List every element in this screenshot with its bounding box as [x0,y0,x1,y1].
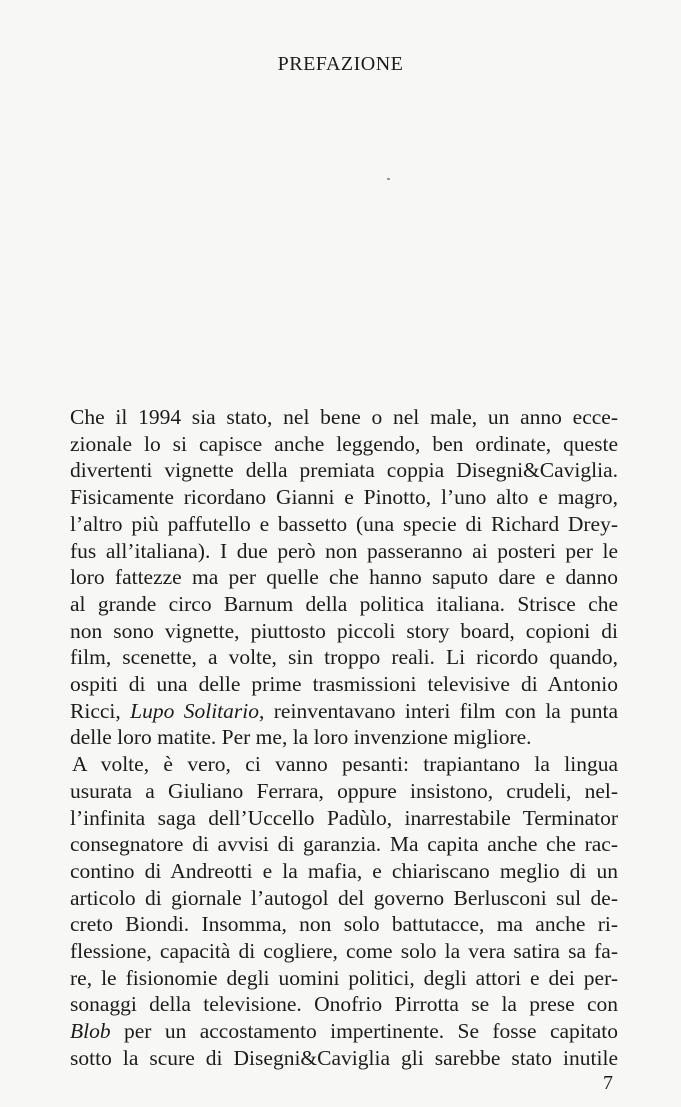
text-line: loro fattezze ma per quelle che hanno saputo dare e danno [70,565,618,590]
text-run: Ricci, [70,698,131,723]
text-line: sonaggi della televisione. Onofrio Pirrotta se la prese con [70,992,618,1017]
paper-speck [387,178,390,180]
text-line: film, scenette, a volte, sin troppo reali. Li ricordo quando, [70,645,618,670]
paragraph-2 [70,751,618,1071]
text-line [70,1018,618,1045]
text-line: articolo di giornale l’autogol del governo Berlusconi sul de- [70,885,618,910]
text-line: ospiti di una delle prime trasmissioni televisive di Antonio [70,672,618,697]
text-line: consegnatore di avvisi di garanzia. Ma capita anche che rac- [70,832,618,857]
text-line: contino di Andreotti e la mafia, e chiariscano meglio di un [70,858,618,883]
text-line: delle loro matite. Per me, la loro invenzione migliore. [70,725,532,750]
paragraph-1 [70,404,618,751]
text-run: per un accostamento impertinente. Se fosse capitato [110,1019,618,1044]
text-line: flessione, capacità di cogliere, come solo la vera satira sa fa- [70,939,618,964]
text-line: fus all’italiana). I due però non passeranno ai posteri per le [70,538,618,563]
text-line: Fisicamente ricordano Gianni e Pinotto, l’uno alto e magro, [70,485,618,510]
text-line: usurata a Giuliano Ferrara, oppure insistono, crudeli, nel- [70,778,618,803]
page-title: PREFAZIONE [277,53,404,75]
text-line [70,698,618,725]
italic-title: Lupo Solitario [130,698,259,723]
body-text [70,404,618,1072]
text-line: Che il 1994 sia stato, nel bene o nel male, un anno ecce- [70,405,618,429]
text-line: divertenti vignette della premiata coppia Disegni&Caviglia. [70,458,618,483]
text-line: A volte, è vero, ci vanno pesanti: trapiantano la lingua [72,752,618,777]
text-line: l’altro più paffutello e bassetto (una specie di Richard Drey- [70,511,618,536]
text-line: l’infinita saga dell’Uccello Padùlo, inarrestabile Terminator [70,805,618,830]
text-line: al grande circo Barnum della politica italiana. Strisce che [70,591,618,616]
text-line: creto Biondi. Insomma, non solo battutacce, ma anche ri- [70,912,618,937]
text-line: sotto la scure di Disegni&Caviglia gli sarebbe stato inutile [70,1045,618,1070]
text-line: zionale lo si capisce anche leggendo, ben ordinate, queste [70,431,618,456]
text-line: non sono vignette, piuttosto piccoli story board, copioni di [70,618,618,643]
text-run: , reinventavano interi film con la punta [259,698,618,723]
page-number: 7 [603,1072,613,1094]
text-line: re, le fisionomie degli uomini politici, degli attori e dei per- [70,965,618,990]
italic-title: Blob [70,1019,111,1044]
